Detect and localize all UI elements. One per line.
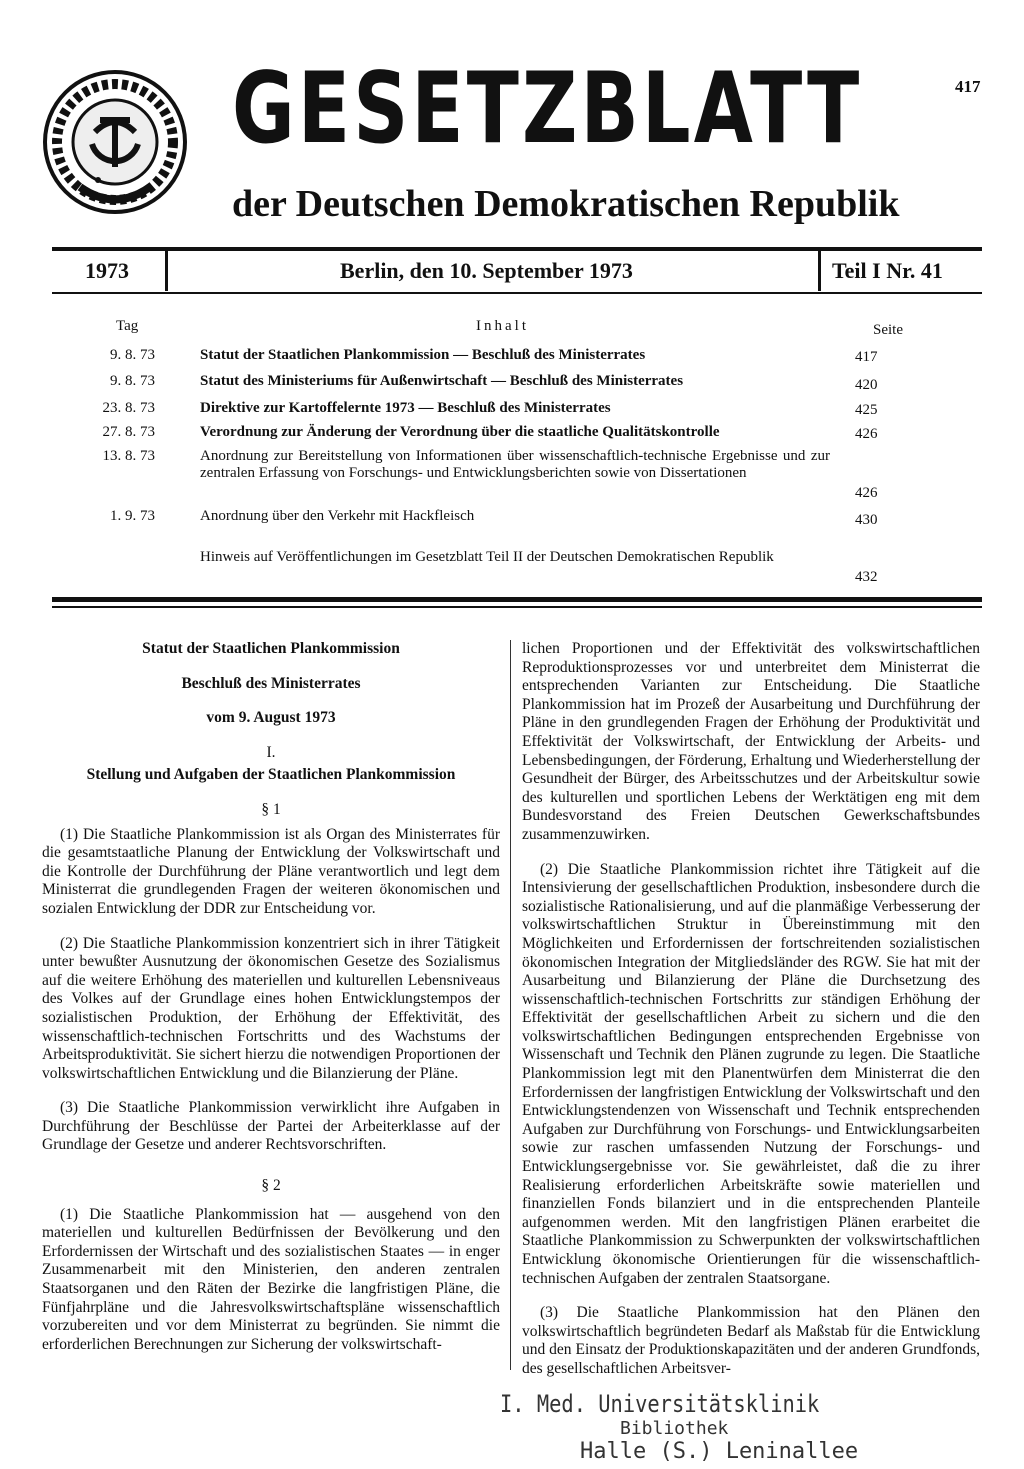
toc-entry-title: Verordnung zur Änderung der Verordnung über die staatliche Qualitätskontrolle [200, 424, 720, 440]
stamp-line: Bibliothek [620, 1418, 729, 1439]
masthead-subtitle: der Deutschen Demokratischen Republik [232, 183, 900, 225]
toc-entry-page: 417 [855, 349, 878, 365]
paragraph: (2) Die Staatliche Plankommission konzentriert sich in ihrer Tätigkeit unter bewußter Ausnutzung der ökonomischen Gesetze des Sozialismus auf die weitere Erhöhung des materiellen und kulturellen Lebensniveaus des Volkes auf der Grundlage eines hohen Entwicklungstempos der sozialistischen Produktion, der Erhöhung der Effektivität, des wissenschaftlich-technischen Fortschritts und des Wachstums der Arbeitsproduktivität. Sie sichert hierzu die notwendigen Proportionen der volkswirtschaftlichen Entwicklung und die Bilanzierung der Pläne. [42, 934, 500, 1082]
paragraph: (2) Die Staatliche Plankommission richtet ihre Tätigkeit auf die Intensivierung der gesellschaftlichen Produktion, insbesondere durch die sozialistische Rationalisierung, und auf die planmäßige Verbesserung der volkswirtschaftlichen Struktur in Übereinstimmung mit den Möglichkeiten und Erfordernissen der fortschreitenden sozialistischen ökonomischen Integration der Mitgliedsländer des RGW. Sie hat mit der Ausarbeitung und Bilanzierung der Pläne die Durchsetzung des wissenschaftlich-technischen Fortschritts zur ständigen Erhöhung der Effektivität der gesellschaftlichen Arbeit zu sichern und die den volkswirtschaftlichen Bedingungen entsprechenden Ergebnisse von Wissenschaft und Technik den Plänen zugrunde zu legen. Die Staatliche Plankommission legt mit den Planentwürfen dem Ministerrat die den Erfordernissen der langfristigen Entwicklung der Volkswirtschaft und den Entwicklungstendenzen von Wissenschaft und Technik entsprechenden Aufgaben zur Durchführung von Forschungs- und Entwicklungsarbeiten sowie zur raschen umfassenden Nutzung der Forschungs- und Entwicklungsergebnisse vor. Sie gewährleistet, daß die zu ihrer Realisierung erforderlichen Arbeitskräfte sowie materiellen und finanziellen Fonds bilanziert und in die entsprechenden Planteile aufgenommen werden. Mit den langfristigen Plänen erarbeitet die Staatliche Plankommission zu Schwerpunkten der volkswirtschaftlichen Entwicklung ökonomische Orientierungen für die wissenschaftlich-technischen Aufgaben der zentralen Staatsorgane. [522, 860, 980, 1287]
ddr-emblem-icon [40, 62, 190, 222]
masthead-title: GESETZBLATT [232, 52, 863, 166]
issue-part: Teil I Nr. 41 [832, 258, 943, 283]
paragraph: (1) Die Staatliche Plankommission ist als Organ des Ministerrates für die gesamtstaatliche Planung der Entwicklung der Volkswirtschaft und die Kontrolle der Durchführung der Pläne verantwortlich und legt dem Ministerrat die grundlegenden Fragen der weiteren ökonomischen und sozialen Entwicklung der DDR zur Entscheidung vor. [42, 825, 500, 917]
issue-bar-rule [52, 292, 982, 294]
article-title: Statut der Staatlichen Plankommission [142, 640, 400, 657]
toc-entry-page: 432 [855, 569, 878, 585]
issue-date: Berlin, den 10. September 1973 [340, 258, 633, 283]
paragraph-heading: § 2 [261, 1177, 281, 1195]
paragraph: (3) Die Staatliche Plankommission hat den Plänen den volkswirtschaftlich begründeten Bedarf als Maßstab für die Entwicklung und den Einsatz der Produktionskapazitäten und der anderen Grundfonds, des gesellschaftlichen Arbeitsver- [522, 1304, 980, 1377]
toc-entry-title: Anordnung zur Bereitstellung von Informationen über wissenschaftlich-technische Ergebnisse und zur zentralen Erfassung von Forschungs- und Entwicklungsberichten sowie von Dissertationen [200, 448, 830, 481]
library-stamp [500, 1390, 859, 1469]
paragraph-heading: § 1 [261, 800, 281, 818]
toc-entry-page: 426 [855, 485, 878, 501]
ddr-emblem [40, 62, 190, 222]
toc-entry-title: Statut des Ministeriums für Außenwirtschaft — Beschluß des Ministerrates [200, 373, 684, 389]
column-divider [510, 640, 511, 1370]
paragraph: (3) Die Staatliche Plankommission verwirklicht ihre Aufgaben in Durchführung der Beschlüsse der Partei der Arbeiterklasse auf der Grundlage der Gesetze und anderer Rechtsvorschriften. [42, 1099, 500, 1154]
toc-entry-title: Anordnung über den Verkehr mit Hackfleisch [200, 508, 475, 524]
toc-entry-page: 426 [855, 426, 878, 442]
article-right-column [522, 640, 980, 1395]
toc-entry-date: 23. 8. 73 [102, 400, 155, 416]
toc-entry-title: Hinweis auf Veröffentlichungen im Gesetzblatt Teil II der Deutschen Demokratischen Republik [200, 549, 774, 565]
section-title: Stellung und Aufgaben der Staatlichen Plankommission [86, 766, 456, 784]
toc-entry-date: 9. 8. 73 [110, 347, 155, 363]
toc-entry-title: Direktive zur Kartoffelernte 1973 — Beschluß des Ministerrates [200, 400, 611, 416]
article-date: vom 9. August 1973 [206, 709, 336, 727]
paragraph: lichen Proportionen und der Effektivität des volkswirtschaftlichen Reproduktionsprozesses vor und unterbreitet dem Ministerrat die entsprechenden Varianten zur Entscheidung. Die Staatliche Plankommission hat im Prozeß der Ausarbeitung und Durchführung der Pläne in den grundlegenden Fragen der Erhöhung der Produktivität und Effektivität der Volkswirtschaft, der Entwicklung der Arbeits- und Lebensbedingungen, der Förderung, Erhaltung und Wiederherstellung der Gesundheit der Bürger, des Arbeitsschutzes und der Arbeitskultur sowie des kulturellen und sportlichen Lebens der Werktätigen eng mit dem Bundesvorstand des Freien Deutschen Gewerkschaftsbundes zusammenzuwirken. [522, 640, 980, 843]
stamp-line: Halle (S.) Leninallee [580, 1439, 859, 1464]
toc-entry-page: 430 [855, 512, 878, 528]
page-number: 417 [955, 77, 981, 96]
paragraph: (1) Die Staatliche Plankommission hat — ausgehend von den materiellen und kulturellen Bedürfnissen der Bevölkerung und den Erfordernissen der Wirtschaft und des sozialistischen Staates — in enger Zusammenarbeit mit den Ministerien, den anderen zentralen Staatsorganen und den Räten der Bezirke die langfristigen Pläne, die Fünfjahrpläne und die Jahresvolkswirtschaftspläne wissenschaftlich vorzubereiten und vor dem Ministerrat zu begründen. Sie nimmt die erforderlichen Berechnungen zur Sicherung der volkswirtschaft- [42, 1205, 500, 1353]
toc-entry-page: 425 [855, 402, 878, 418]
issue-year: 1973 [85, 258, 129, 283]
article-left-column [42, 640, 500, 1370]
stamp-line: I. Med. Universitätsklinik [500, 1390, 820, 1418]
toc-entry-date: 9. 8. 73 [110, 373, 155, 389]
top-rule [52, 247, 982, 251]
toc-entry-title: Statut der Staatlichen Plankommission — Beschluß des Ministerrates [200, 347, 646, 363]
toc-entry-page: 420 [855, 377, 878, 393]
toc-col-content: Inhalt [476, 318, 529, 334]
toc-end-rule [52, 606, 982, 608]
toc-entry-date: 13. 8. 73 [102, 448, 155, 464]
toc-entry-date: 27. 8. 73 [102, 424, 155, 440]
toc-col-day: Tag [116, 318, 139, 334]
divider [818, 251, 821, 291]
divider [165, 251, 168, 291]
article-subtitle: Beschluß des Ministerrates [181, 674, 361, 692]
toc-entry-date: 1. 9. 73 [110, 508, 155, 524]
section-number: I. [266, 743, 276, 761]
toc-col-page: Seite [873, 322, 903, 338]
toc-end-rule [52, 597, 982, 602]
